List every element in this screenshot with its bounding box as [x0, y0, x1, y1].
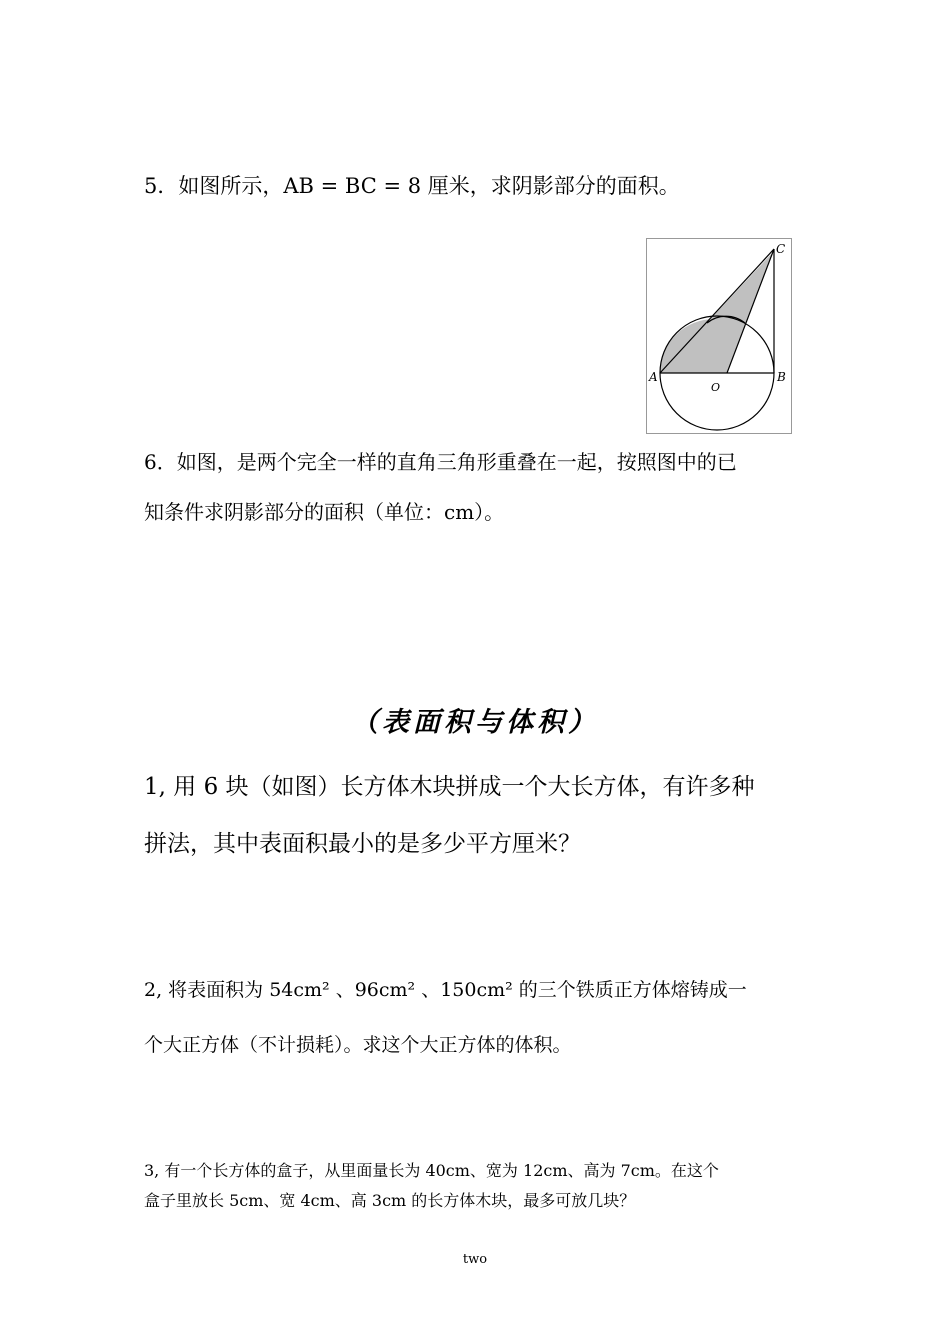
problem-1 — [144, 759, 814, 873]
label-o: O — [711, 381, 721, 394]
problem-1-line-2: 拼法，其中表面积最小的是多少平方厘米？ — [144, 831, 581, 857]
geometry-figure — [646, 238, 792, 434]
problem-3 — [144, 1156, 814, 1216]
problem-2-line-1: 2, 将表面积为 54cm² 、96cm² 、150cm² 的三个铁质正方体熔铸成一 — [144, 979, 747, 1001]
geometry-figure-svg — [647, 239, 791, 433]
problem-3-line-2: 盒子里放长 5cm、宽 4cm、高 3cm 的长方体木块，最多可放几块？ — [144, 1191, 636, 1210]
section-title: （表面积与体积） — [351, 707, 599, 738]
question-5 — [144, 163, 814, 210]
page-number: two — [462, 1252, 488, 1267]
problem-1-line-1: 1, 用 6 块（如图）长方体木块拼成一个大长方体，有许多种 — [144, 774, 755, 800]
problem-2-line-2: 个大正方体（不计损耗）。求这个大正方体的体积。 — [144, 1034, 572, 1056]
question-5-text: 5．如图所示，AB = BC = 8 厘米，求阴影部分的面积。 — [144, 174, 680, 198]
problem-3-line-1: 3, 有一个长方体的盒子，从里面量长为 40cm、宽为 12cm、高为 7cm。在这个 — [144, 1161, 719, 1180]
question-6-line-2: 知条件求阴影部分的面积（单位：cm）。 — [144, 500, 505, 524]
problem-2 — [144, 963, 814, 1073]
question-6-line-1: 6．如图，是两个完全一样的直角三角形重叠在一起，按照图中的已 — [144, 450, 737, 474]
label-b: B — [777, 370, 786, 384]
label-c: C — [776, 242, 786, 256]
question-6 — [144, 437, 814, 537]
label-a: A — [649, 370, 658, 384]
